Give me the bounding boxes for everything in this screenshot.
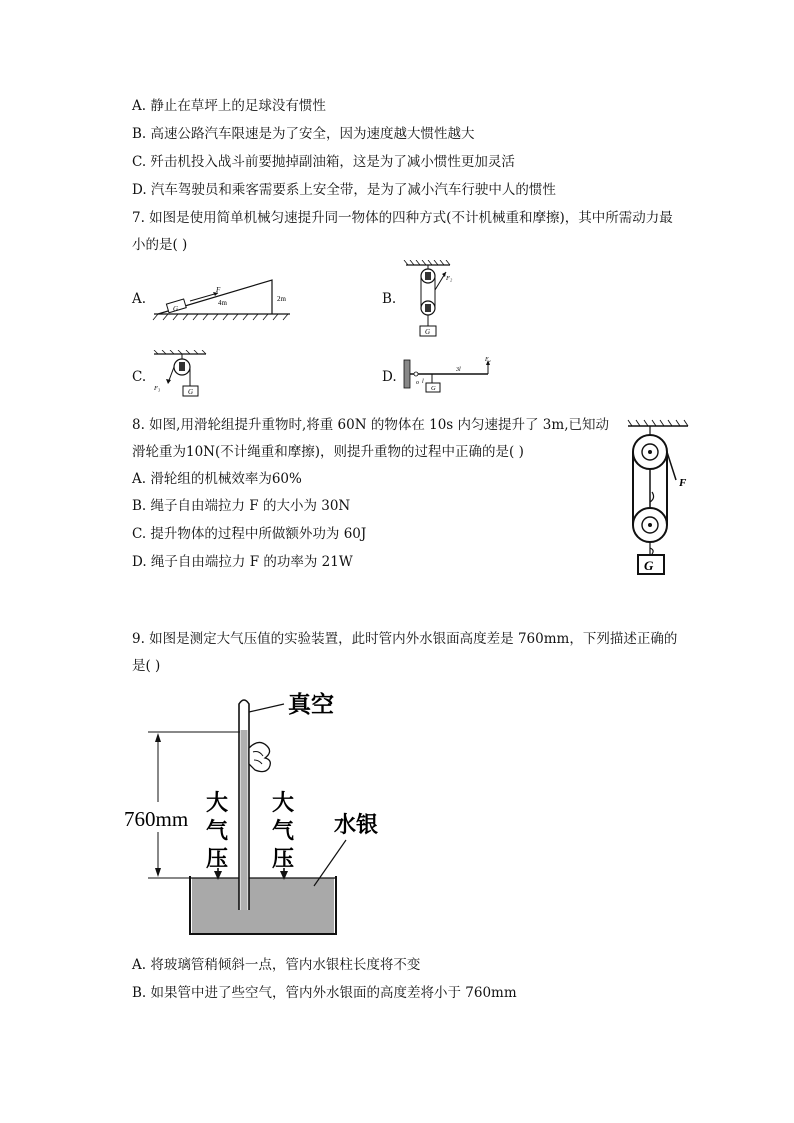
q9-left-pressure-char-2: 气 [206, 818, 229, 843]
q7-d-force-label: F₄ [485, 357, 491, 363]
q8-option-b: B. 绳子自由端拉力 F 的大小为 30N [132, 498, 351, 514]
q7-figure-a-incline [150, 268, 300, 326]
q7-label-d: D. [382, 369, 397, 385]
q9-right-pressure-char-1: 大 [272, 790, 295, 815]
q7-c-weight-label: G [188, 388, 194, 396]
svg-text:o: o [416, 380, 419, 386]
q7-a-weight-label: G [173, 305, 179, 313]
q7-stem-line1: 7. 如图是使用简单机械匀速提升同一物体的四种方式(不计机械重和摩擦)，其中所需动力最 [132, 210, 673, 226]
q7-a-length-label: 4m [218, 299, 227, 307]
q6-option-c: C. 歼击机投入战斗前要抛掉副油箱，这是为了减小惯性更加灵活 [132, 154, 515, 170]
q7-label-a: A. [132, 291, 147, 307]
q7-d-weight-label: G [431, 385, 436, 392]
q9-figure-barometer [120, 682, 400, 948]
q8-weight-label: G [644, 558, 654, 573]
q9-option-b: B. 如果管中进了些空气，管内外水银面的高度差将小于 760mm [132, 985, 517, 1001]
q6-option-d: D. 汽车驾驶员和乘客需要系上安全带，是为了减小汽车行驶中人的惯性 [132, 182, 556, 198]
q9-right-pressure-char-3: 压 [272, 846, 295, 871]
q9-left-pressure-char-3: 压 [206, 846, 229, 871]
q7-label-b: B. [382, 291, 397, 307]
q7-d-long-arm-label: 3l [456, 367, 461, 373]
q7-d-short-arm-label: l [422, 379, 424, 385]
q7-a-force-label: F [216, 286, 221, 294]
q9-option-a: A. 将玻璃管稍倾斜一点，管内水银柱长度将不变 [132, 957, 421, 973]
q7-label-c: C. [132, 369, 147, 385]
q9-height-label: 760mm [124, 807, 189, 831]
q7-stem-line2: 小的是( ) [132, 237, 188, 253]
q8-stem-line2: 滑轮重为10N(不计绳重和摩擦)，则提升重物的过程中正确的是( ) [132, 444, 524, 460]
q7-c-force-label: F₃ [154, 385, 161, 392]
q7-figure-b-pulley-block [400, 260, 470, 342]
q9-left-pressure-char-1: 大 [206, 790, 229, 815]
q9-stem-line2: 是( ) [132, 658, 161, 674]
q7-figure-c-fixed-pulley [150, 350, 210, 402]
q8-option-c: C. 提升物体的过程中所做额外功为 60J [132, 526, 367, 542]
q7-b-force-label: F₂ [446, 275, 453, 282]
q7-figure-d-lever [402, 354, 498, 394]
q8-option-a: A. 滑轮组的机械效率为60% [132, 471, 302, 487]
q8-figure-pulley-block [624, 418, 700, 580]
q8-stem-line1: 8. 如图,用滑轮组提升重物时,将重 60N 的物体在 10s 内匀速提升了 3m,已知动 [132, 417, 609, 433]
q9-vacuum-label: 真空 [288, 692, 334, 717]
q9-right-pressure-char-2: 气 [272, 818, 295, 843]
q6-option-b: B. 高速公路汽车限速是为了安全，因为速度越大惯性越大 [132, 126, 475, 142]
q8-force-label: F [679, 477, 687, 489]
q7-b-weight-label: G [425, 328, 431, 336]
q7-a-height-label: 2m [277, 295, 286, 303]
q9-mercury-label: 水银 [334, 812, 379, 837]
q6-option-a: A. 静止在草坪上的足球没有惯性 [132, 98, 326, 114]
q9-hand [249, 742, 270, 771]
q9-stem-line1: 9. 如图是测定大气压值的实验装置，此时管内外水银面高度差是 760mm，下列描述正确的 [132, 631, 678, 647]
q8-option-d: D. 绳子自由端拉力 F 的功率为 21W [132, 554, 353, 570]
